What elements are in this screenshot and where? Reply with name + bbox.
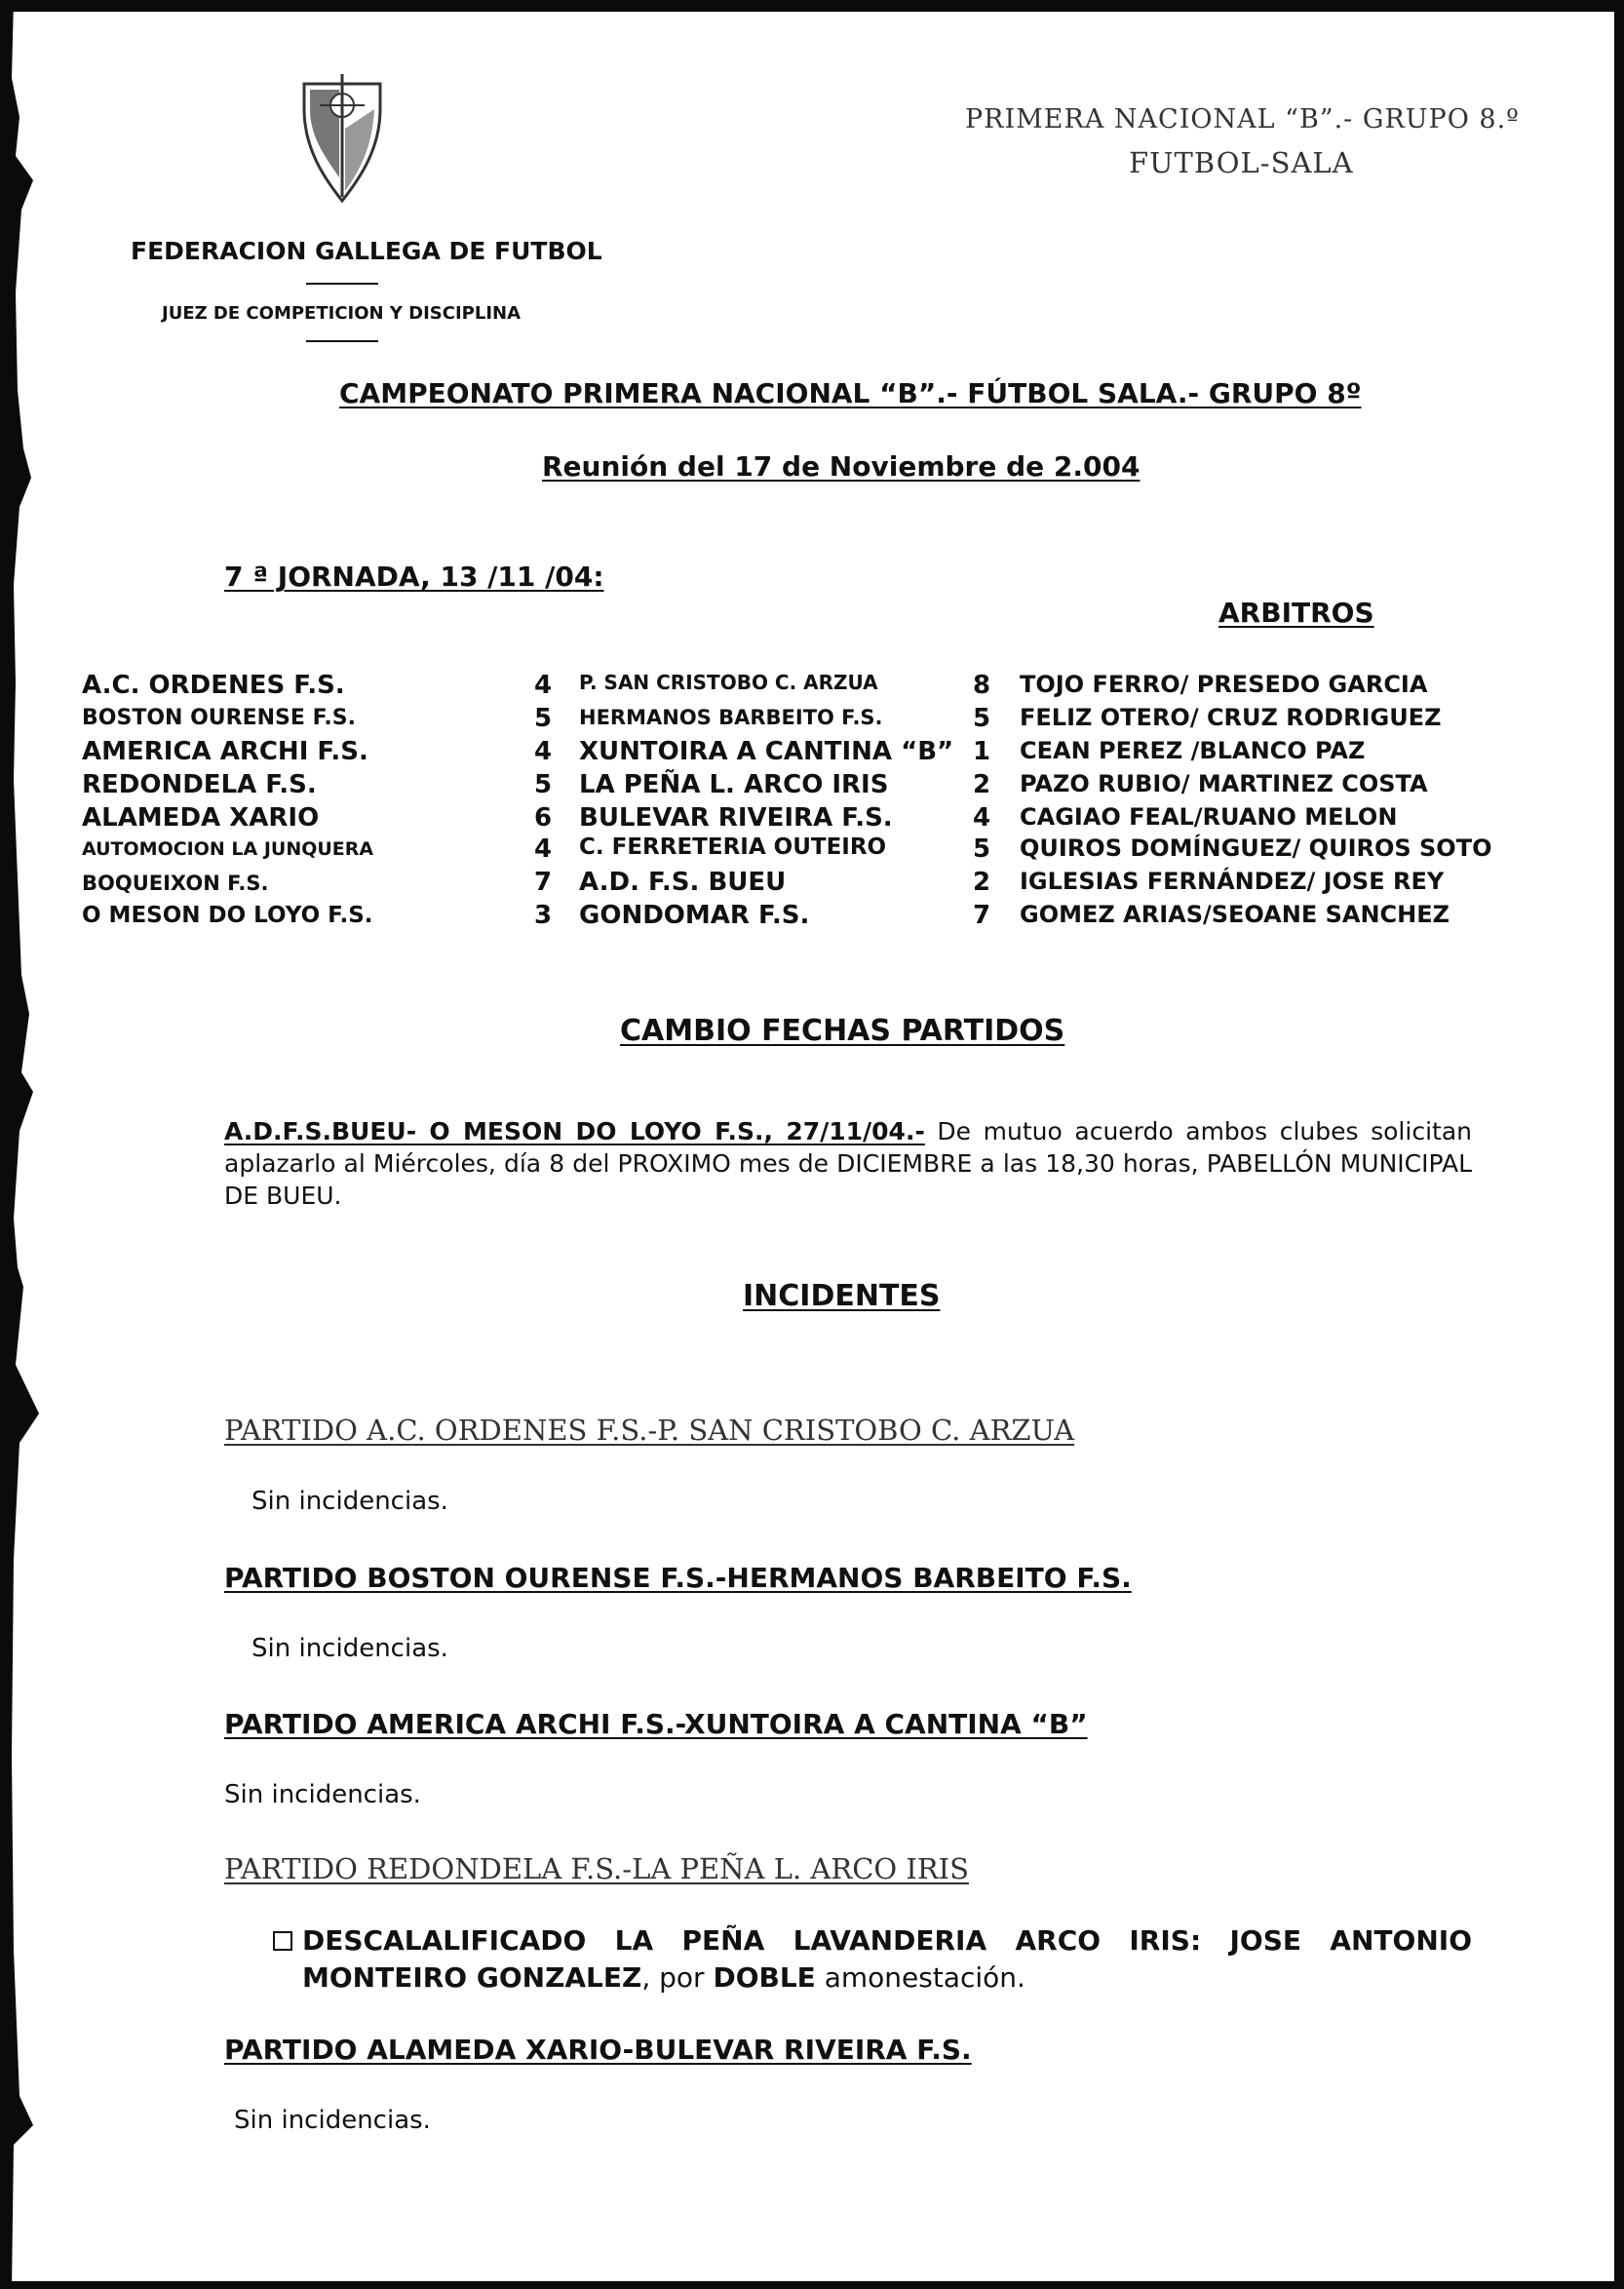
away-goals: 1 bbox=[973, 737, 991, 766]
incidents-heading: INCIDENTES bbox=[743, 1279, 941, 1313]
date-change-paragraph bbox=[224, 1115, 1472, 1212]
checkbox-icon bbox=[273, 1930, 292, 1951]
home-team: O MESON DO LOYO F.S. bbox=[82, 903, 373, 928]
divider bbox=[306, 340, 378, 342]
home-goals: 4 bbox=[534, 737, 553, 766]
away-team: A.D. F.S. BUEU bbox=[579, 868, 787, 897]
away-goals: 8 bbox=[973, 671, 991, 700]
away-goals: 2 bbox=[973, 770, 991, 799]
away-goals: 4 bbox=[973, 803, 991, 833]
home-team: BOSTON OURENSE F.S. bbox=[82, 706, 356, 730]
away-team: HERMANOS BARBEITO F.S. bbox=[579, 706, 883, 729]
home-team: AMERICA ARCHI F.S. bbox=[82, 737, 368, 766]
away-team: P. SAN CRISTOBO C. ARZUA bbox=[579, 671, 878, 694]
away-goals: 7 bbox=[973, 901, 991, 930]
date-change-text: De mutuo acuerdo ambos clubes solicitan aplazarlo al Miércoles, día 8 del PROXIMO mes de DICIEMBRE a las 18,30 horas, PABELLÓN MUNICIPAL DE BUEU. bbox=[224, 1117, 1472, 1210]
home-goals: 5 bbox=[534, 770, 553, 799]
match-2-title: PARTIDO BOSTON OURENSE F.S.-HERMANOS BARBEITO F.S. bbox=[224, 1562, 1132, 1594]
away-team: XUNTOIRA A CANTINA “B” bbox=[579, 737, 954, 766]
home-goals: 4 bbox=[534, 834, 553, 864]
federation-name: FEDERACION GALLEGA DE FUTBOL bbox=[131, 237, 602, 265]
referees: GOMEZ ARIAS/SEOANE SANCHEZ bbox=[1020, 901, 1450, 928]
home-goals: 3 bbox=[534, 901, 553, 930]
referees: IGLESIAS FERNÁNDEZ/ JOSE REY bbox=[1020, 868, 1445, 895]
torn-left-edge bbox=[0, 0, 39, 2289]
match-3-text: Sin incidencias. bbox=[224, 1780, 421, 1809]
match-3-title: PARTIDO AMERICA ARCHI F.S.-XUNTOIRA A CANTINA “B” bbox=[224, 1708, 1088, 1740]
away-goals: 5 bbox=[973, 834, 991, 864]
match-1-title: PARTIDO A.C. ORDENES F.S.-P. SAN CRISTOBO C. ARZUA bbox=[224, 1414, 1075, 1447]
away-team: LA PEÑA L. ARCO IRIS bbox=[579, 770, 889, 799]
referees: QUIROS DOMÍNGUEZ/ QUIROS SOTO bbox=[1020, 834, 1492, 862]
match-5-text: Sin incidencias. bbox=[234, 2106, 431, 2135]
away-team: C. FERRETERIA OUTEIRO bbox=[579, 834, 887, 860]
sanction-end: amonestación. bbox=[815, 1961, 1025, 1994]
referees-heading: ARBITROS bbox=[1218, 597, 1374, 629]
match-1-text: Sin incidencias. bbox=[251, 1487, 448, 1516]
page-title: CAMPEONATO PRIMERA NACIONAL “B”.- FÚTBOL SALA.- GRUPO 8º bbox=[339, 377, 1362, 409]
header-league: PRIMERA NACIONAL “B”.- GRUPO 8.º bbox=[965, 104, 1520, 135]
federation-crest-logo bbox=[300, 70, 384, 205]
scan-border-top bbox=[0, 0, 1624, 12]
referees: CAGIAO FEAL/RUANO MELON bbox=[1020, 803, 1398, 831]
away-goals: 5 bbox=[973, 704, 991, 733]
away-goals: 2 bbox=[973, 868, 991, 897]
sanction-reason: DOBLE bbox=[713, 1961, 816, 1994]
away-team: BULEVAR RIVEIRA F.S. bbox=[579, 803, 893, 833]
divider bbox=[306, 283, 378, 285]
away-team: GONDOMAR F.S. bbox=[579, 901, 810, 930]
match-2-text: Sin incidencias. bbox=[251, 1634, 448, 1663]
office-name: JUEZ DE COMPETICION Y DISCIPLINA bbox=[162, 303, 522, 324]
match-4-title: PARTIDO REDONDELA F.S.-LA PEÑA L. ARCO IRIS bbox=[224, 1852, 969, 1885]
home-team: REDONDELA F.S. bbox=[82, 770, 317, 799]
home-team: A.C. ORDENES F.S. bbox=[82, 671, 345, 700]
referees: TOJO FERRO/ PRESEDO GARCIA bbox=[1020, 671, 1428, 698]
referees: FELIZ OTERO/ CRUZ RODRIGUEZ bbox=[1020, 704, 1442, 731]
home-team: BOQUEIXON F.S. bbox=[82, 872, 269, 895]
date-change-match: A.D.F.S.BUEU- O MESON DO LOYO F.S., 27/11/04.- bbox=[224, 1117, 925, 1145]
jornada-heading: 7 ª JORNADA, 13 /11 /04: bbox=[224, 561, 604, 593]
referees: PAZO RUBIO/ MARTINEZ COSTA bbox=[1020, 770, 1428, 797]
scan-border-right bbox=[1614, 0, 1624, 2289]
home-team: AUTOMOCION LA JUNQUERA bbox=[82, 838, 374, 860]
date-change-heading: CAMBIO FECHAS PARTIDOS bbox=[620, 1014, 1065, 1048]
meeting-date: Reunión del 17 de Noviembre de 2.004 bbox=[542, 450, 1141, 483]
sanction-text: , por bbox=[641, 1961, 714, 1994]
home-goals: 6 bbox=[534, 803, 553, 833]
home-goals: 7 bbox=[534, 868, 553, 897]
home-team: ALAMEDA XARIO bbox=[82, 803, 320, 833]
match-4-sanction bbox=[302, 1922, 1472, 1997]
header-sport: FUTBOL-SALA bbox=[1129, 146, 1354, 179]
home-goals: 4 bbox=[534, 671, 553, 700]
referees: CEAN PEREZ /BLANCO PAZ bbox=[1020, 737, 1366, 764]
scan-border-bottom bbox=[0, 2281, 1624, 2289]
match-5-title: PARTIDO ALAMEDA XARIO-BULEVAR RIVEIRA F.S. bbox=[224, 2034, 972, 2066]
home-goals: 5 bbox=[534, 704, 553, 733]
sanction-player: DESCALALIFICADO LA PEÑA LAVANDERIA ARCO IRIS: JOSE ANTONIO MONTEIRO GONZALEZ bbox=[302, 1924, 1472, 1994]
